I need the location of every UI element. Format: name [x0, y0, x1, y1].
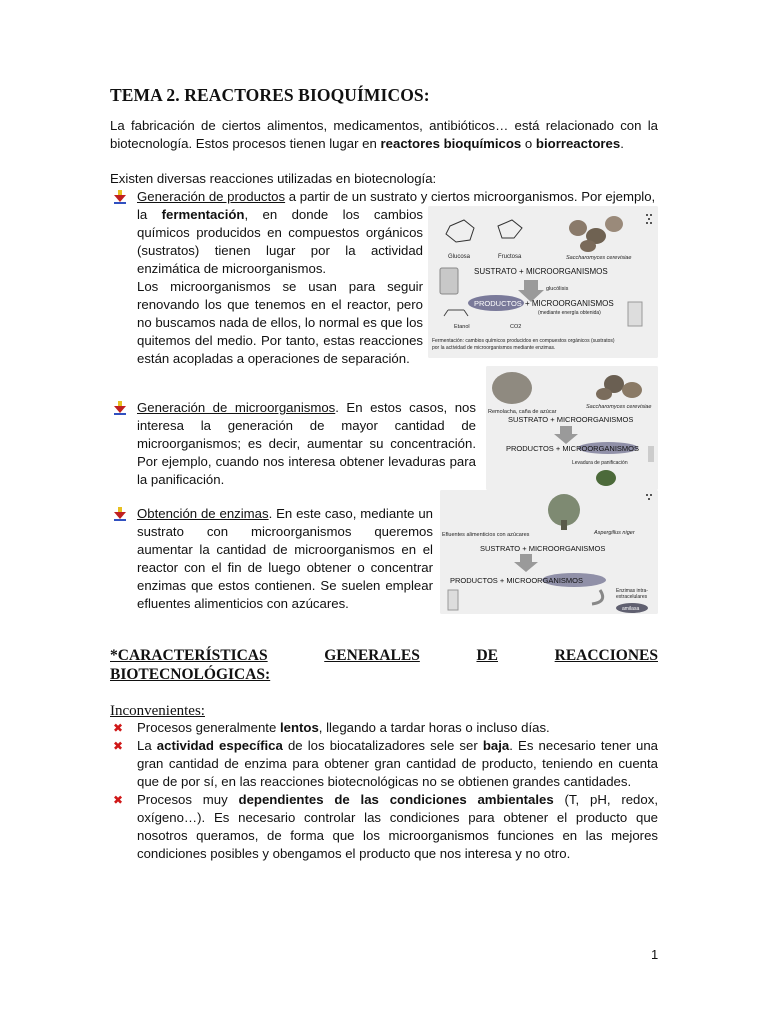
fig1-fructosa: Fructosa [498, 254, 522, 260]
intro-list-lead: Existen diversas reacciones utilizadas en biotecnología: [110, 171, 437, 186]
point-bold-2: baja [482, 738, 510, 753]
point-pre: La [137, 738, 157, 753]
fig1-energia: (mediante energía obtenida) [538, 310, 601, 316]
fig1-glucolisis: glucólisis [546, 286, 569, 292]
heading-line-2: BIOTECNOLÓGICAS: [110, 666, 271, 683]
page-number: 1 [651, 947, 659, 962]
fig1-glucosa: Glucosa [448, 254, 471, 260]
page-title: TEMA 2. REACTORES BIOQUÍMICOS: [110, 85, 430, 105]
arrow-bullet-icon [113, 190, 127, 204]
arrow-bullet-icon [113, 401, 127, 415]
fig2-productos: PRODUCTOS + MICROORGANISMOS [506, 444, 640, 453]
item1-pre: la [137, 207, 162, 222]
fig2-remolacha: Remolacha, caña de azúcar [488, 409, 557, 415]
point-bold: actividad específica [156, 738, 283, 753]
heading-microorganismos: Generación de microorganismos [137, 400, 336, 415]
heading-productos: Generación de productos [137, 189, 286, 204]
fig1-sacch: Saccharomyces cerevisiae [566, 255, 632, 261]
fig1-sustrato: SUSTRATO + MICROORGANISMOS [474, 267, 608, 276]
x-mark-icon: ✖ [113, 739, 124, 753]
fermentation-figure [428, 206, 658, 358]
item1-line1: a partir de un sustrato y ciertos microorganismos. Por ejemplo, [285, 189, 656, 204]
heading-word-3: DE [476, 647, 499, 664]
fig2-levadura: Levadura de panificación [572, 460, 628, 466]
fig1-etanol: Etanol [454, 324, 470, 330]
arrow-bullet-icon [113, 507, 127, 521]
point-text [137, 791, 658, 863]
heading-enzimas: Obtención de enzimas [137, 506, 269, 521]
fig1-co2: CO2 [510, 324, 522, 330]
point-pre: Procesos muy [137, 792, 239, 807]
heading-word-1: *CARACTERÍSTICAS [110, 647, 268, 664]
fig1-micro: + MICROORGANISMOS [525, 299, 614, 308]
point-bold: lentos [279, 720, 319, 735]
fig3-sustrato: SUSTRATO + MICROORGANISMOS [480, 544, 606, 553]
intro-bold-reactores: reactores bioquímicos [380, 136, 522, 151]
fig1-caption2: por la actividad de microorganismos mediante enzimas. [432, 345, 556, 351]
fig3-productos: PRODUCTOS + MICROORGANISMOS [450, 576, 584, 585]
item2-body: . En estos casos, nos interesa la generación de mayor cantidad de microorganismos; es decir, aumentar su concentración. Por ejemplo, cuando nos interesa obtener levaduras para la panificación. [137, 400, 476, 487]
heading-word-4: REACCIONES [554, 647, 658, 664]
intro-text: La fabricación de ciertos alimentos, medicamentos, antibióticos… está relacionado con la biotecnología. Estos procesos tienen lugar en [110, 118, 658, 151]
inconvenientes-list [113, 719, 658, 863]
inconvenientes-heading: Inconvenientes: [110, 703, 205, 719]
section-heading [110, 646, 658, 684]
item3-body: . En este caso, mediante un sustrato con microorganismos queremos aumentar la cantidad de microorganismos en el reactor con el fin de luego obtener o concentrar enzimas que estos contienen. Se suelen emplear efluentes alimenticios con azúcares. [137, 506, 433, 611]
yeast-figure [486, 366, 658, 490]
fig2-sacch: Saccharomyces cerevisiae [586, 404, 652, 410]
fig2-sustrato: SUSTRATO + MICROORGANISMOS [508, 415, 634, 424]
intro-text-end: . [620, 136, 624, 151]
fig3-enzimas: Enzimas intra- [616, 588, 648, 594]
point-post: (T, pH, redox, oxígeno…). Es necesario controlar las condiciones para obtener el producto que nosotros queramos, de forma que los microorganismos funciones en las mejores condiciones posibles y obengamos el producto que nos interesa y no otro. [137, 792, 658, 861]
fig1-caption1: Fermentación: cambios químicos producidos en compuestos orgánicos (sustratos) [432, 338, 615, 344]
list-item-enzimas [113, 505, 433, 613]
intro-text-mid: o [521, 136, 536, 151]
point-mid: de los biocatalizadores sele ser [282, 738, 483, 753]
fig1-productos: PRODUCTOS [474, 299, 522, 308]
heading-word-2: GENERALES [324, 647, 420, 664]
point-text [137, 719, 658, 737]
x-mark-icon: ✖ [113, 721, 124, 735]
list-item [113, 719, 658, 737]
intro-bold-biorreactores: biorreactores [535, 136, 621, 151]
point-post: . Es necesario tener una gran cantidad de enzima para obtener gran cantidad de producto, teniendo en cuenta que de por sí, en las reacciones biotecnológicas no se obtienen grandes cantidades. [137, 738, 658, 789]
fig3-enzimas2: extracelulares [616, 594, 648, 600]
bold-fermentacion: fermentación [161, 207, 245, 222]
point-post: , llegando a tardar horas o incluso días. [318, 720, 550, 735]
x-mark-icon: ✖ [113, 793, 124, 807]
fig3-aspergillus: Aspergillus niger [594, 530, 635, 536]
fig3-amilasa: amilasa [622, 606, 640, 612]
list-item-microorganismos [113, 399, 476, 489]
item1-body-text: , en donde los cambios químicos producidos en compuestos orgánicos (sustratos) tienen lugar por la actividad enzimática de microorganismos. [137, 207, 423, 276]
list-item [113, 737, 658, 791]
point-bold: dependientes de las condiciones ambientales [238, 792, 554, 807]
point-pre: Procesos generalmente [137, 720, 280, 735]
list-item [113, 791, 658, 863]
point-text [137, 737, 658, 791]
intro-paragraph [110, 117, 658, 153]
enzyme-figure [440, 490, 658, 614]
item1-body [113, 206, 423, 278]
item1-body2: Los microorganismos se usan para seguir renovando los que tenemos en el reactor, pero no buscamos nada de ellos, lo normal es que los quitemos del medio. Por tanto, estas reacciones están acopladas a operaciones de separación. [137, 279, 423, 366]
fig3-efluentes: Efluentes alimenticios con azúcares [442, 532, 530, 538]
